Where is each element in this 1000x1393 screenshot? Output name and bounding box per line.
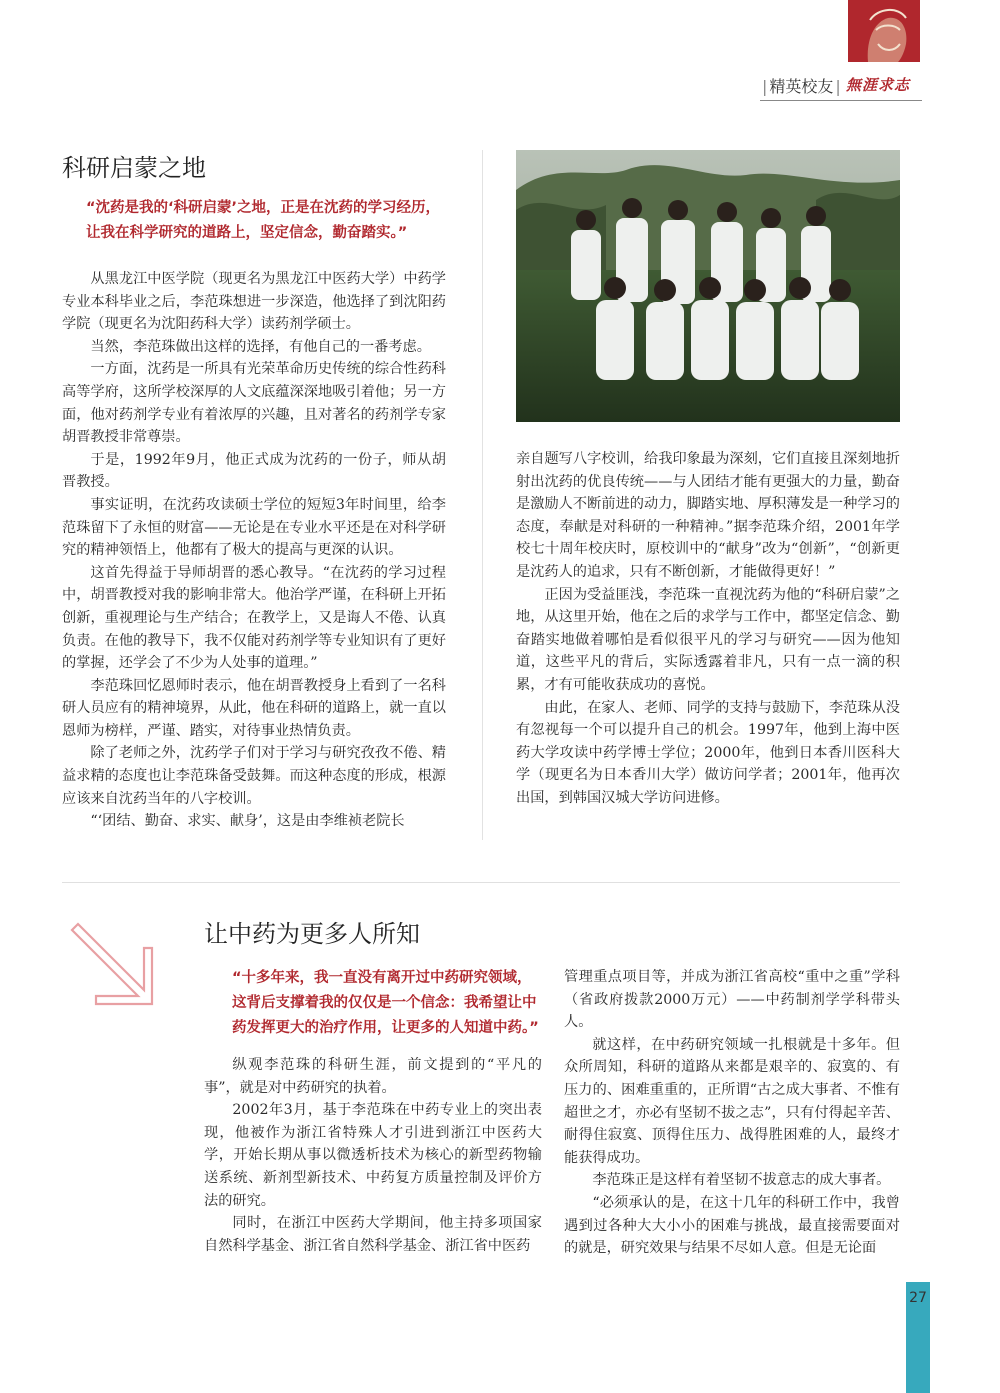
section2-left-column xyxy=(204,1054,542,1257)
paragraph: “‘团结、勤奋、求实、献身’，这是由李维祯老院长 xyxy=(90,813,405,830)
paragraph: 除了老师之外，沈药学子们对于学习与研究孜孜不倦、精益求精的态度也让李范珠备受鼓舞。而这种态度的形成，根源应该来自沈药当年的八字校训。 xyxy=(62,745,446,807)
brand-label: 無涯求志 xyxy=(846,76,911,94)
arrow-down-right-icon xyxy=(66,918,160,1012)
section1-left-column xyxy=(62,268,446,833)
column-divider xyxy=(482,150,483,840)
nav-separator: | xyxy=(835,77,841,96)
paragraph: “必须承认的是，在这十几年的科研工作中，我曾遇到过各种大大小小的困难与挑战，最直接需要面对的就是，研究效果与结果不尽如人意。但是无论面 xyxy=(564,1194,900,1257)
paragraph: 事实证明，在沈药攻读硕士学位的短短3年时间里，给李范珠留下了永恒的财富——无论是在专业水平还是在对科学研究的精神领悟上，他都有了极大的提高与更深的认识。 xyxy=(62,496,446,559)
section1-right-column xyxy=(516,448,900,810)
section2-quote: “十多年来，我一直没有离开过中药研究领域，这背后支撑着我的仅仅是一个信念：我希望让中药发挥更大的治疗作用，让更多的人知道中药。” xyxy=(232,970,539,1036)
page-number: 27 xyxy=(909,1290,927,1306)
section2-right-column xyxy=(564,966,900,1260)
section1-title: 科研启蒙之地 xyxy=(62,154,206,182)
paragraph: 亲自题写八字校训，给我印象最为深刻，它们直接且深刻地折射出沈药的优良传统——与人团结才能有更强大的力量，勤奋是激励人不断前进的动力，脚踏实地、厚积薄发是一种学习的态度，奉献是对科研的一种精神。”据李范珠介绍，2001年学校七十周年校庆时，原校训中的“献身”改为“创新”，“创新更是沈药人的追求，只有不断创新，才能做得更好！” xyxy=(516,451,900,580)
paragraph: 从黑龙江中医学院（现更名为黑龙江中医药大学）中药学专业本科毕业之后，李范珠想进一步深造，他选择了到沈阳药学院（现更名为沈阳药科大学）读药剂学硕士。 xyxy=(62,271,446,333)
section2-title: 让中药为更多人所知 xyxy=(204,920,420,948)
paragraph: 李范珠回忆恩师时表示，他在胡晋教授身上看到了一名科研人员应有的精神境界，从此，他在科研的道路上，就一直以恩师为榜样，严谨、踏实，对待事业热情负责。 xyxy=(62,677,446,739)
paragraph: 纵观李范珠的科研生涯，前文提到的“平凡的事”，就是对中药研究的执着。 xyxy=(204,1057,542,1096)
section1-quote: “沈药是我的‘科研启蒙’之地，正是在沈药的学习经历，让我在科学研究的道路上，坚定信念，勤奋踏实。” xyxy=(86,200,441,241)
paragraph: 同时，在浙江中医药大学期间，他主持多项国家自然科学基金、浙江省自然科学基金、浙江省中医药 xyxy=(204,1215,542,1254)
paragraph: 当然，李范珠做出这样的选择，有他自己的一番考虑。 xyxy=(90,338,431,355)
header-portrait-tab xyxy=(848,0,920,62)
paragraph: 2002年3月，基于李范珠在中药专业上的突出表现，他被作为浙江省特殊人才引进到浙江中医药大学，开始长期从事以微透析技术为核心的新型药物输送系统、新剂型新技术、中药复方质量控制及评价方法的研究。 xyxy=(204,1102,542,1209)
paragraph: 就这样，在中药研究领域一扎根就是十多年。但众所周知，科研的道路从来都是艰辛的、寂寞的、有压力的、困难重重的，正所谓“古之成大事者、不惟有超世之才，亦必有坚韧不拔之志”，只有付得起辛苦、耐得住寂寞、顶得住压力、战得胜困难的人，最终才能获得成功。 xyxy=(564,1036,900,1166)
paragraph: 一方面，沈药是一所具有光荣革命历史传统的综合性药科高等学府，这所学校深厚的人文底蕴深深地吸引着他；另一方面，他对药剂学专业有着浓厚的兴趣，且对著名的药剂学专家胡晋教授非常尊崇。 xyxy=(62,361,446,446)
section-nav xyxy=(760,74,843,97)
section-label: 精英校友 xyxy=(769,77,834,96)
group-photo xyxy=(516,150,900,422)
paragraph: 这首先得益于导师胡晋的悉心教导。“在沈药的学习过程中，胡晋教授对我的影响非常大。他治学严谨，在科研上开拓创新，重视理论与生产结合；在教学上，又是诲人不倦、认真负责。在他的教导下，我不仅能对药剂学等专业知识有了更好的掌握，还学会了不少为人处事的道理。” xyxy=(62,564,446,672)
paragraph: 于是，1992年9月，他正式成为沈药的一份子，师从胡晋教授。 xyxy=(62,451,446,491)
section-divider xyxy=(62,882,900,883)
paragraph: 李范珠正是这样有着坚韧不拔意志的成大事者。 xyxy=(592,1172,891,1189)
nav-separator: | xyxy=(762,77,768,96)
paragraph: 由此，在家人、老师、同学的支持与鼓励下，李范珠从没有忽视每一个可以提升自己的机会。1997年，他到上海中医药大学攻读中药学博士学位；2000年，他到日本香川医科大学（现更名为日本香川大学）做访问学者；2001年，他再次出国，到韩国汉城大学访问进修。 xyxy=(516,699,900,806)
header-rule xyxy=(760,100,922,101)
paragraph: 正因为受益匪浅，李范珠一直视沈药为他的“科研启蒙”之地，从这里开始，他在之后的求学与工作中，都坚定信念、勤奋踏实地做着哪怕是看似很平凡的学习与研究——因为他知道，这些平凡的背后，实际透露着非凡，只有一点一滴的积累，才有可能收获成功的喜悦。 xyxy=(516,586,900,693)
paragraph: 管理重点项目等，并成为浙江省高校“重中之重”学科（省政府拨款2000万元）——中药制剂学学科带头人。 xyxy=(564,969,900,1031)
